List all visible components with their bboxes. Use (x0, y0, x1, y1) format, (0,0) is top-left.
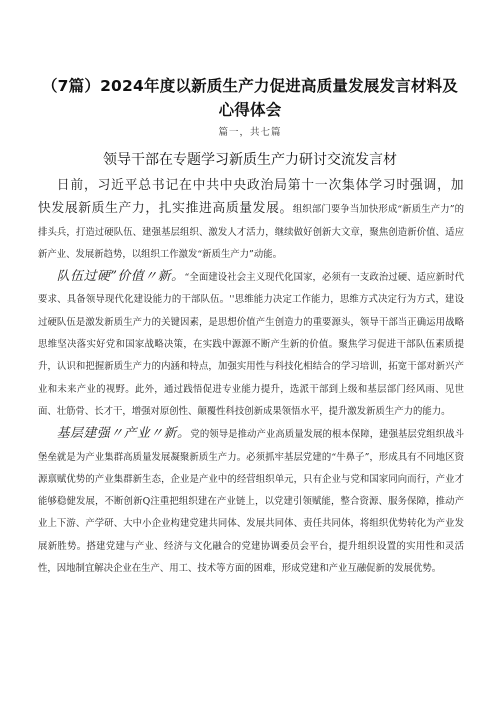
section-label: 篇一，共七篇 (218, 127, 282, 138)
paragraph-1-text: 组织部门要争当加快形成“新质生产力”的排头兵，打造过硬队伍、建强基层组织、激发人才活力，继续做好创新大文章，聚焦创造新价值、适应新产业、发展新趋势，以组织工作激发“新质生产力”动能。 (38, 204, 465, 260)
paragraph-1-lead: 日前，习近平总书记在中共中央政治局第十一次集体学习时强调，加快发展新质生产力，扎实推进高质量发展。 (38, 178, 464, 217)
paragraph-3-lead: 基层建强〃产业〃新。 (56, 426, 191, 442)
paragraph-2-text: “全面建设社会主义现代化国家，必须有一支政治过硬、适应新时代要求、具备领导现代化建设能力的干部队伍。''思维能力决定工作能力，思维方式决定行为方式，建设过硬队伍是激发新质生产力的关键因素，是思想价值产生创造力的重要源头，领导干部当正确运用战略思维坚决落实好党和国家战略决策，在实践中源源不断产生新的价值。聚焦学习促进干部队伍素质提升，认识和把握新质生产力的内涵和特点，加强实用性与科技化相结合的学习培训，拓宽干部对新兴产业和未来产业的视野。此外，通过践悟促进专业能力提升，选派干部到上级和基层部门经风雨、见世面、壮筋骨、长才干，增强对原创性、颠覆性科技创新成果领悟水平，提升激发新质生产力的能力。 (38, 272, 465, 417)
paragraph-3-text: 党的领导是推动产业高质量发展的根本保障，建强基层党组织战斗堡垒就是为产业集群高质量发展凝聚新质生产力。必须抓牢基层党建的“牛鼻子”，形成具有不同地区资源禀赋优势的产业集群新生态，企业是产业中的经营组织单元，只有企业与党和国家同向而行，产业才能够稳健发展，不断创新Q注重把组织建在产业链上，以党建引领赋能，整合资源、服务保障，推动产业上下游、产学研、大中小企业构建党建共同体、发展共同体、责任共同体，将组织优势转化为产业发展新胜势。搭建党建与产业、经济与文化融合的党建协调委员会平台，提升组织设置的实用性和灵活性，因地制宜解决企业在生产、用工、技术等方面的困难，形成党建和产业互融促新的发展优势。 (38, 429, 464, 575)
article-body (38, 175, 464, 580)
document-title: （7篇）2024年度以新质生产力促进高质量发展发言材料及心得体会 (41, 77, 459, 119)
paragraph-3 (38, 423, 464, 580)
paragraph-2-lead: 队伍过硬”价值〃新。 (56, 269, 185, 285)
article-heading: 领导干部在专题学习新质生产力研讨交流发言材 (103, 152, 397, 168)
paragraph-1 (38, 175, 464, 266)
paragraph-2 (38, 266, 464, 423)
